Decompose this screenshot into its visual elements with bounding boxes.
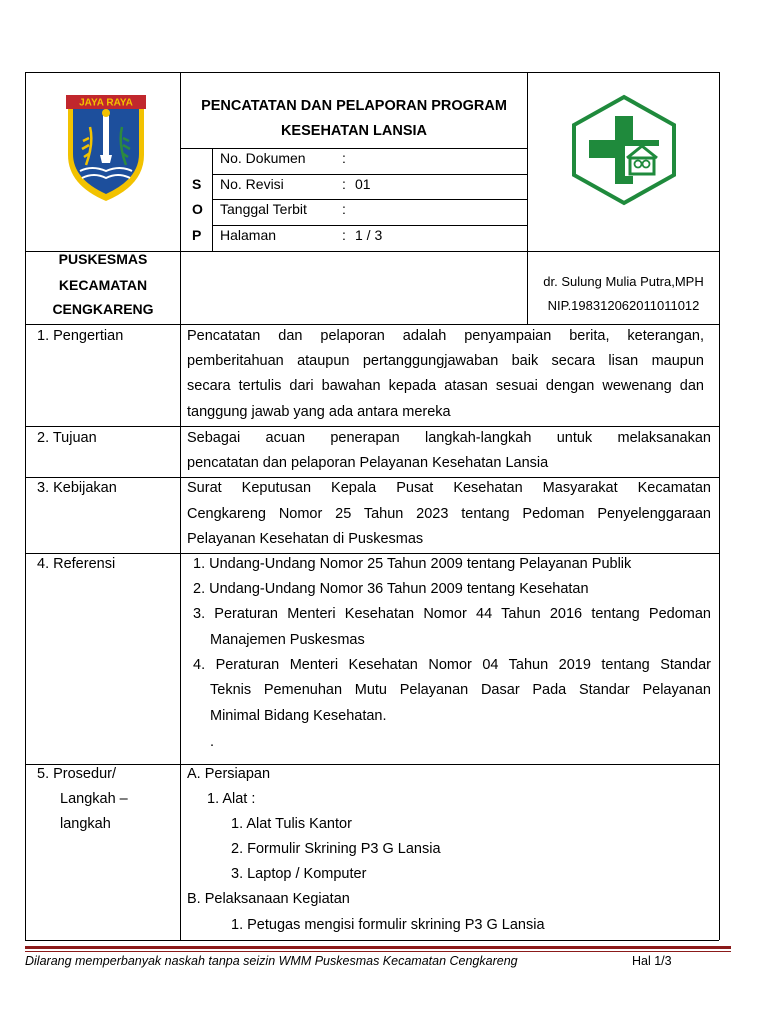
pengertian-line-4: tanggung jawab yang ada antara mereka (187, 404, 451, 420)
prosedur-line-6: B. Pelaksanaan Kegiatan (187, 891, 350, 907)
footer-page-number: Hal 1/3 (632, 954, 672, 968)
sop-letter-o: O (192, 201, 203, 217)
sop-letter-s: S (192, 176, 202, 192)
field-sep-no-dokumen: : (342, 150, 346, 166)
section-label-prosedur-2: Langkah – (60, 791, 128, 807)
org-name-line3: CENGKARENG (52, 301, 154, 317)
prosedur-line-2: 1. Alat : (207, 791, 256, 807)
jakarta-logo (64, 93, 148, 205)
field-label-halaman: Halaman (220, 227, 277, 243)
pengertian-line-3: secara tertulis dari bawahan kepada atasan sesuai dengan wewenang dan (187, 378, 704, 394)
field-label-tanggal-terbit: Tanggal Terbit (220, 201, 307, 217)
field-label-no-revisi: No. Revisi (220, 176, 284, 192)
field-sep-halaman: : (342, 227, 346, 243)
jaya-raya-text: JAYA RAYA (79, 97, 133, 109)
org-name-line1: PUSKESMAS (58, 251, 148, 267)
footer-note: Dilarang memperbanyak naskah tanpa seizin WMM Puskesmas Kecamatan Cengkareng (25, 954, 518, 968)
section-label-tujuan: 2. Tujuan (37, 430, 97, 446)
referensi-line-4: Manajemen Puskesmas (210, 632, 365, 648)
referensi-line-3: 3. Peraturan Menteri Kesehatan Nomor 44 Tahun 2016 tentang Pedoman (193, 606, 711, 622)
section-label-prosedur-3: langkah (60, 816, 111, 832)
kebijakan-line-2: Cengkareng Nomor 25 Tahun 2023 tentang Pedoman Penyelenggaraan (187, 506, 711, 522)
kebijakan-line-1: Surat Keputusan Kepala Pusat Kesehatan Masyarakat Kecamatan (187, 480, 711, 496)
field-value-no-revisi: 01 (355, 176, 371, 192)
referensi-line-8: . (210, 734, 215, 750)
pengertian-line-1: Pencatatan dan pelaporan adalah penyampaian berita, keterangan, (187, 328, 704, 344)
referensi-line-5: 4. Peraturan Menteri Kesehatan Nomor 04 Tahun 2019 tentang Standar (193, 657, 711, 673)
referensi-line-7: Minimal Bidang Kesehatan. (210, 708, 387, 724)
org-name-line2: KECAMATAN (58, 277, 148, 293)
signer-nip: NIP.198312062011011012 (547, 298, 700, 313)
section-label-pengertian: 1. Pengertian (37, 328, 124, 344)
referensi-line-1: 1. Undang-Undang Nomor 25 Tahun 2009 tentang Pelayanan Publik (193, 556, 632, 572)
signer-name: dr. Sulung Mulia Putra,MPH (543, 274, 704, 289)
field-label-no-dokumen: No. Dokumen (220, 150, 306, 166)
kebijakan-line-3: Pelayanan Kesehatan di Puskesmas (187, 531, 424, 547)
prosedur-line-4: 2. Formulir Skrining P3 G Lansia (231, 841, 441, 857)
sop-letter-p: P (192, 227, 202, 243)
document-title-line1: PENCATATAN DAN PELAPORAN PROGRAM (201, 98, 507, 114)
field-value-halaman: 1 / 3 (355, 227, 383, 243)
tujuan-line-2: pencatatan dan pelaporan Pelayanan Kesehatan Lansia (187, 455, 549, 471)
pengertian-line-2: pemberitahuan ataupun pertanggungjawaban baik secara lisan maupun (187, 353, 704, 369)
prosedur-line-5: 3. Laptop / Komputer (231, 866, 367, 882)
puskesmas-logo (569, 94, 679, 206)
field-sep-tanggal-terbit: : (342, 201, 346, 217)
section-label-prosedur-1: 5. Prosedur/ (37, 766, 116, 782)
prosedur-line-1: A. Persiapan (187, 766, 271, 782)
tujuan-line-1: Sebagai acuan penerapan langkah-langkah untuk melaksanakan (187, 430, 711, 446)
referensi-line-2: 2. Undang-Undang Nomor 36 Tahun 2009 tentang Kesehatan (193, 581, 589, 597)
prosedur-line-3: 1. Alat Tulis Kantor (231, 816, 352, 832)
footer-rule-bottom (25, 951, 731, 952)
referensi-line-6: Teknis Pemenuhan Mutu Pelayanan Dasar Pada Standar Pelayanan (210, 682, 711, 698)
field-sep-no-revisi: : (342, 176, 346, 192)
footer-rule-top (25, 946, 731, 949)
section-label-kebijakan: 3. Kebijakan (37, 480, 117, 496)
document-title-line2: KESEHATAN LANSIA (280, 123, 428, 139)
section-label-referensi: 4. Referensi (37, 556, 116, 572)
prosedur-line-7: 1. Petugas mengisi formulir skrining P3 G Lansia (231, 917, 545, 933)
